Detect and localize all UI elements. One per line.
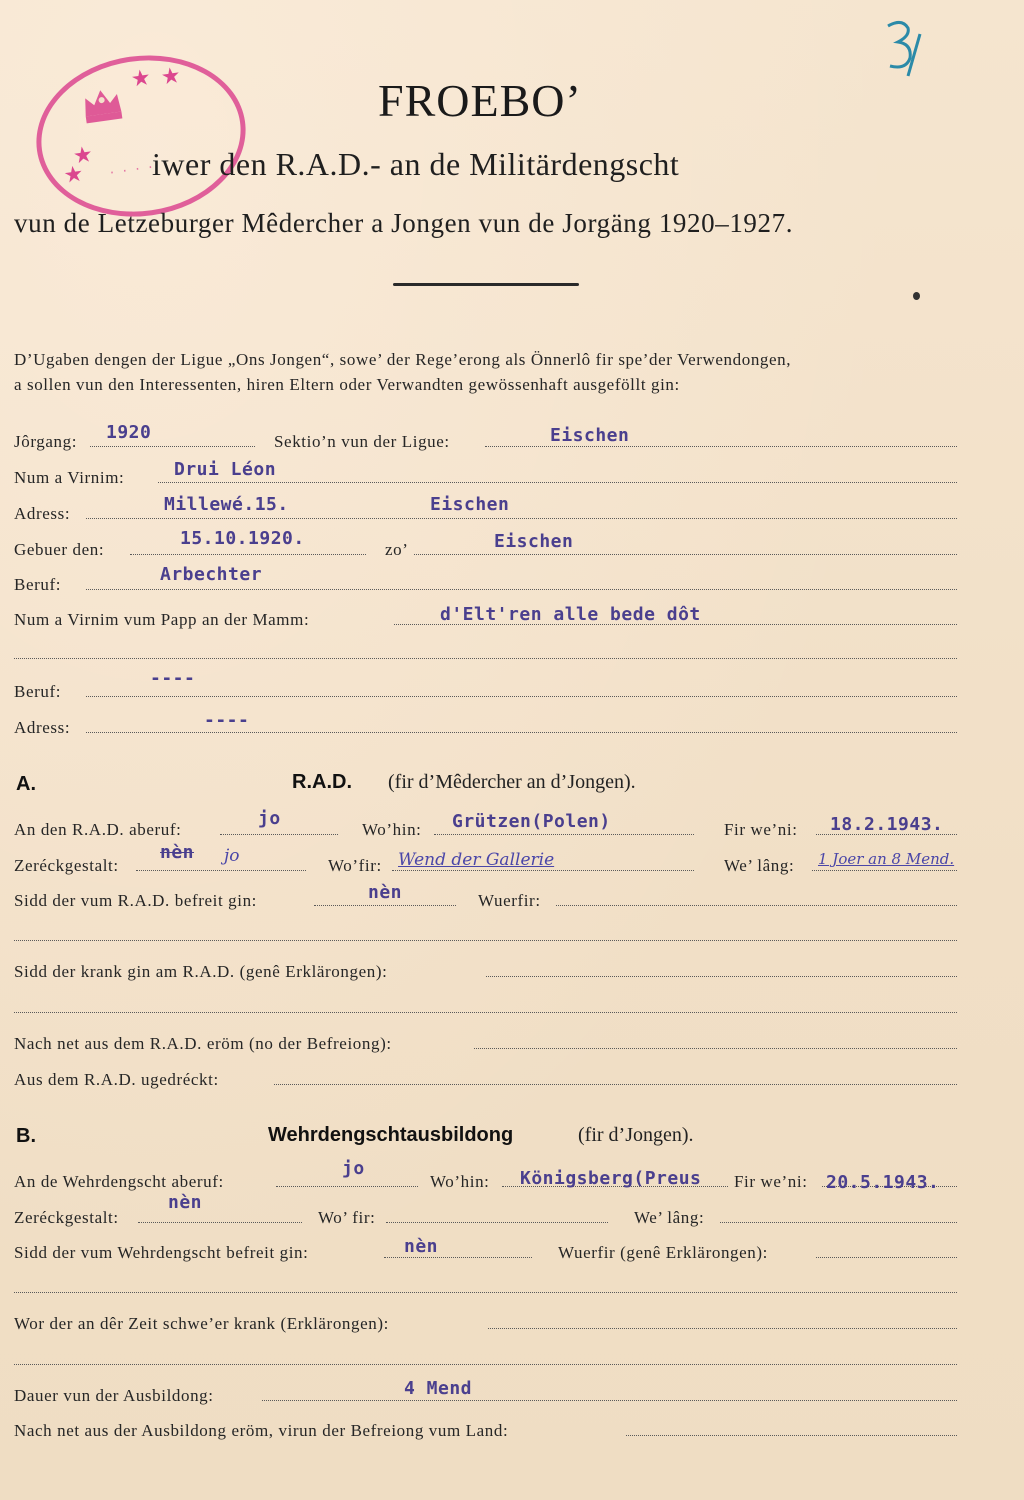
a-zereck-hand: jo [224,846,240,866]
section-a-letter: A. [16,773,36,795]
intro-line-2: a sollen vun den Interessenten, hiren Eltern oder Verwandten gewössenhaft ausgeföllt gin: [14,375,680,394]
a-welang-label: We’ lâng: [724,856,795,875]
star-icon: ★ [129,65,153,93]
num-value: Drui Léon [174,459,277,480]
title-divider [393,283,579,286]
eltern-beruf-field[interactable] [86,696,957,697]
b-befreit-field[interactable] [384,1257,532,1258]
sektion-label: Sektio’n vun der Ligue: [274,432,450,451]
a-ugedreckt-field[interactable] [274,1084,957,1085]
a-aberuf-field[interactable] [220,834,338,835]
ink-dot [913,292,920,300]
b-wohin-value: Königsberg(Preus [520,1168,702,1189]
adress-value-street: Millewé.15. [164,494,289,515]
a-wofir-value: Wend der Gallerie [398,850,555,870]
jorgang-label: Jôrgang: [14,432,78,451]
a-fir-weni-value: 18.2.1943. [830,814,944,835]
b-zereck-label: Zeréckgestalt: [14,1208,119,1227]
rubber-stamp [26,42,256,230]
a-wohin-field[interactable] [434,834,694,835]
zo-label: zo’ [385,540,409,559]
adress-value-town: Eischen [430,494,510,515]
a-net-aus-field[interactable] [474,1048,957,1049]
a-wuerfir-field-line-2[interactable] [14,940,957,941]
b-dauer-field[interactable] [262,1400,957,1401]
b-wuerfir-field-line-2[interactable] [14,1292,957,1293]
zo-value: Eischen [494,531,574,552]
eltern-adress-label: Adress: [14,718,71,737]
star-icon: ★ [71,142,95,170]
b-krank-field[interactable] [488,1328,957,1329]
a-welang-value: 1 Joer an 8 Mend. [818,850,955,868]
stamp-text: · · · · [108,159,156,182]
b-wofir-label: Wo’ fir: [318,1208,376,1227]
a-wohin-label: Wo’hin: [362,820,422,839]
beruf-value: Arbechter [160,564,263,585]
b-wuerfir-field[interactable] [816,1257,957,1258]
a-krank-field[interactable] [486,976,957,977]
b-wohin-label: Wo’hin: [430,1172,490,1191]
a-wohin-value: Grützen(Polen) [452,811,611,832]
sektion-value: Eischen [550,425,630,446]
a-zereck-field[interactable] [136,870,306,871]
b-zereck-field[interactable] [138,1222,302,1223]
num-field[interactable] [158,482,957,483]
gebuer-value: 15.10.1920. [180,528,305,549]
b-dauer-value: 4 Mend [404,1378,473,1399]
jorgang-field[interactable] [90,446,255,447]
intro-line-1: D’Ugaben dengen der Ligue „Ons Jongen“, sowe’ der Rege’erong als Önnerlô fir spe’der Verwendongen, [14,350,792,369]
b-wuerfir-label: Wuerfir (genê Erklärongen): [558,1243,768,1262]
eltern-value: d'Elt'ren alle bede dôt [440,604,701,625]
gebuer-field[interactable] [130,554,366,555]
a-krank-label: Sidd der krank gin am R.A.D. (genê Erklärongen): [14,962,388,981]
b-net-aus-field[interactable] [626,1435,957,1436]
b-krank-field-line-2[interactable] [14,1364,957,1365]
eltern-beruf-label: Beruf: [14,682,62,701]
adress-field[interactable] [86,518,957,519]
adress-label: Adress: [14,504,71,523]
jorgang-value: 1920 [106,422,152,443]
eltern-adress-field[interactable] [86,732,957,733]
b-krank-label: Wor der an dêr Zeit schwe’er krank (Erklärongen): [14,1314,389,1333]
a-befreit-value: nèn [368,882,403,903]
eltern-adress-value: ---- [204,710,250,731]
a-net-aus-label: Nach net aus dem R.A.D. eröm (no der Befreiong): [14,1034,392,1053]
b-befreit-label: Sidd der vum Wehrdengscht befreit gin: [14,1243,309,1262]
beruf-field[interactable] [86,589,957,590]
eltern-field-line-2[interactable] [14,658,957,659]
sektion-field[interactable] [485,446,957,447]
eltern-label: Num a Virnim vum Papp an der Mamm: [14,610,310,629]
a-befreit-label: Sidd der vum R.A.D. befreit gin: [14,891,258,910]
b-fir-weni-label: Fir we’ni: [734,1172,808,1191]
section-a-subtitle: (fir d’Mêdercher an d’Jongen). [388,771,636,793]
beruf-label: Beruf: [14,575,62,594]
crown-icon [78,81,127,127]
section-b-title: Wehrdengschtausbildong [268,1124,514,1146]
a-welang-field[interactable] [812,870,957,871]
b-befreit-value: nèn [404,1236,439,1257]
a-zereck-label: Zeréckgestalt: [14,856,119,875]
form-subtitle: iwer den R.A.D.- an de Militärdengscht [152,146,680,182]
star-icon: ★ [159,63,183,91]
a-zereck-value: nèn [160,842,195,863]
b-net-aus-label: Nach net aus der Ausbildong eröm, virun der Befreiong vum Land: [14,1421,509,1440]
b-aberuf-field[interactable] [276,1186,418,1187]
a-ugedreckt-label: Aus dem R.A.D. ugedréckt: [14,1070,219,1089]
a-aberuf-label: An den R.A.D. aberuf: [14,820,182,839]
gebuer-label: Gebuer den: [14,540,105,559]
a-befreit-field[interactable] [314,905,456,906]
a-fir-weni-label: Fir we’ni: [724,820,798,839]
eltern-beruf-value: ---- [150,668,196,689]
b-welang-label: We’ lâng: [634,1208,705,1227]
b-welang-field[interactable] [720,1222,957,1223]
a-aberuf-value: jo [258,808,281,829]
a-wuerfir-field[interactable] [556,905,957,906]
section-b-subtitle: (fir d’Jongen). [578,1124,694,1146]
a-wofir-field[interactable] [392,870,694,871]
section-b-letter: B. [16,1125,36,1147]
form-subtitle-2: vun de Letzeburger Mêdercher a Jongen vun de Jorgäng 1920–1927. [14,208,794,238]
section-a-title: R.A.D. [292,771,352,793]
zo-field[interactable] [414,554,957,555]
corner-mark-icon [858,14,938,84]
star-icon: ★ [62,161,86,190]
b-fir-weni-value: 20.5.1943. [826,1172,940,1193]
a-wofir-label: Wo’fir: [328,856,382,875]
b-zereck-value: nèn [168,1192,203,1213]
b-wofir-field[interactable] [386,1222,608,1223]
b-dauer-label: Dauer vun der Ausbildong: [14,1386,214,1405]
num-label: Num a Virnim: [14,468,125,487]
b-aberuf-label: An de Wehrdengscht aberuf: [14,1172,224,1191]
form-title: FROEBO’ [378,75,582,126]
a-krank-field-line-2[interactable] [14,1012,957,1013]
a-wuerfir-label: Wuerfir: [478,891,541,910]
b-aberuf-value: jo [342,1158,365,1179]
